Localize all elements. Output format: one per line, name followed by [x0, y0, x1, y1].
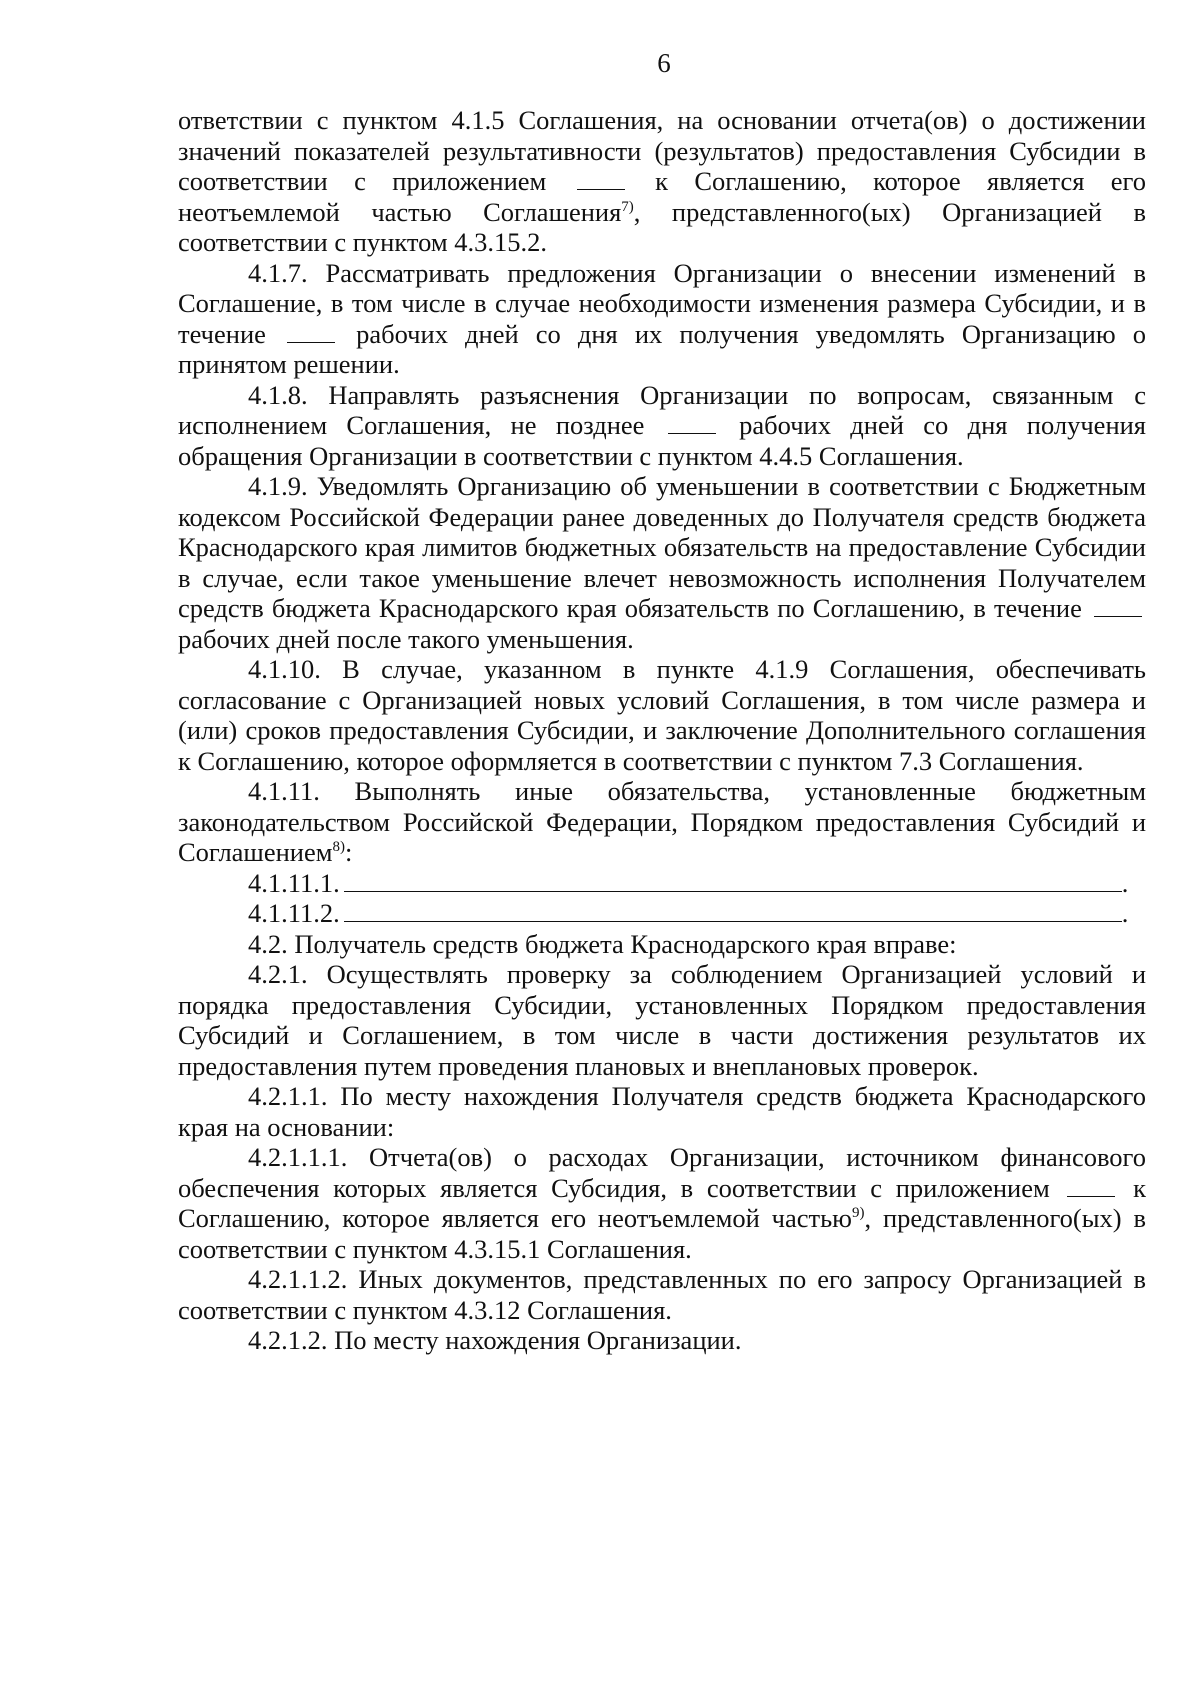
text: рабочих дней со дня их получения уведомлять Организацию о принятом решении.	[178, 318, 1147, 379]
footnote-ref: 9)	[851, 1205, 865, 1222]
text: 4.2.1.1.1. Отчета(ов) о расходах Организации, источником финансового обеспечения которых является Субсидия, в соответствии с приложением	[178, 1142, 1146, 1203]
blank-field	[577, 188, 625, 190]
text: 4.1.8. Направлять разъяснения Организации по вопросам, связанным с исполнением Соглашения, не позднее	[178, 379, 1146, 440]
paragraph-4-1-9	[178, 471, 1146, 654]
footnote-ref: 7)	[621, 198, 634, 215]
fill-line	[344, 890, 1122, 892]
blank-field	[287, 341, 335, 343]
page-number: 6	[657, 48, 671, 78]
text: , представленного(ых) в соответствии с пунктом 4.3.15.1 Соглашения.	[178, 1203, 1146, 1264]
paragraph-4-2-1-1: 4.2.1.1. По месту нахождения Получателя средств бюджета Краснодарского края на основании:	[178, 1081, 1146, 1142]
item-number: 4.1.11.2.	[248, 898, 340, 928]
text: 4.1.7. Рассматривать предложения Организации о внесении изменений в Соглашение, в том числе в случае необходимости изменения размера Субсидии, и в течение	[178, 257, 1146, 349]
text: к Соглашению, которое является его неотъемлемой частью	[178, 1172, 1147, 1233]
paragraph-4-1-11-1	[178, 868, 1146, 899]
document-body	[178, 105, 1146, 1356]
item-number: 4.1.11.1.	[248, 867, 340, 898]
blank-field	[1094, 615, 1142, 617]
text: к Соглашению, которое является его неотъемлемой частью Соглашения	[178, 166, 1146, 227]
paragraph-4-1-11	[178, 776, 1146, 868]
text: 4.1.9. Уведомлять Организацию об уменьшении в соответствии с Бюджетным кодексом Российской Федерации ранее доведенных до Получателя средств бюджета Краснодарского края лимитов бюджетных обязательств на предоставление Субсидии в случае, если такое уменьшение влечет невозможность исполнения Получателем средств бюджета Краснодарского края обязательств по Соглашению, в течение	[178, 471, 1146, 623]
paragraph-4-2-1-1-2: 4.2.1.1.2. Иных документов, представленных по его запросу Организацией в соответствии с пунктом 4.3.12 Соглашения.	[178, 1264, 1146, 1325]
paragraph-4-2-1-2: 4.2.1.2. По месту нахождения Организации.	[248, 1325, 742, 1355]
text: , представленного(ых) Организацией в соответствии с пунктом 4.3.15.2.	[178, 196, 1146, 257]
paragraph-4-2-1-1-1	[178, 1142, 1146, 1264]
text: рабочих дней после такого уменьшения.	[178, 623, 634, 654]
paragraph-4-1-8	[178, 380, 1146, 472]
text: .	[1121, 898, 1129, 928]
paragraph-4-1-7	[178, 258, 1146, 380]
text: :	[345, 837, 353, 867]
paragraph-4-2-1: 4.2.1. Осуществлять проверку за соблюдением Организацией условий и порядка предоставления Субсидии, установленных Порядком предоставления Субсидий и Соглашением, в том числе в части достижения результатов их предоставления путем проведения плановых и внеплановых проверок.	[178, 959, 1146, 1081]
text: .	[1121, 867, 1129, 898]
paragraph-4-2: 4.2. Получатель средств бюджета Краснодарского края вправе:	[248, 928, 957, 959]
text: рабочих дней со дня получения обращения Организации в соответствии с пунктом 4.4.5 Соглашения.	[178, 410, 1146, 471]
text: ответствии с пунктом 4.1.5 Соглашения, на основании отчета(ов) о достижении значений показателей результативности (результатов) предоставления Субсидии в соответствии с приложением	[178, 105, 1146, 196]
paragraph-4-1-11-2	[178, 898, 1146, 929]
text: 4.1.11. Выполнять иные обязательства, установленные бюджетным законодательством Российской Федерации, Порядком предоставления Субсидий и Соглашением	[178, 776, 1146, 867]
paragraph	[178, 105, 1146, 258]
fill-line	[344, 920, 1122, 922]
footnote-ref: 8)	[332, 839, 345, 856]
blank-field	[668, 432, 716, 434]
blank-field	[1067, 1195, 1115, 1197]
paragraph-4-1-10: 4.1.10. В случае, указанном в пункте 4.1.9 Соглашения, обеспечивать согласование с Организацией новых условий Соглашения, в том числе размера и (или) сроков предоставления Субсидии, и заключение Дополнительного соглашения к Соглашению, которое оформляется в соответствии с пунктом 7.3 Соглашения.	[178, 654, 1146, 776]
